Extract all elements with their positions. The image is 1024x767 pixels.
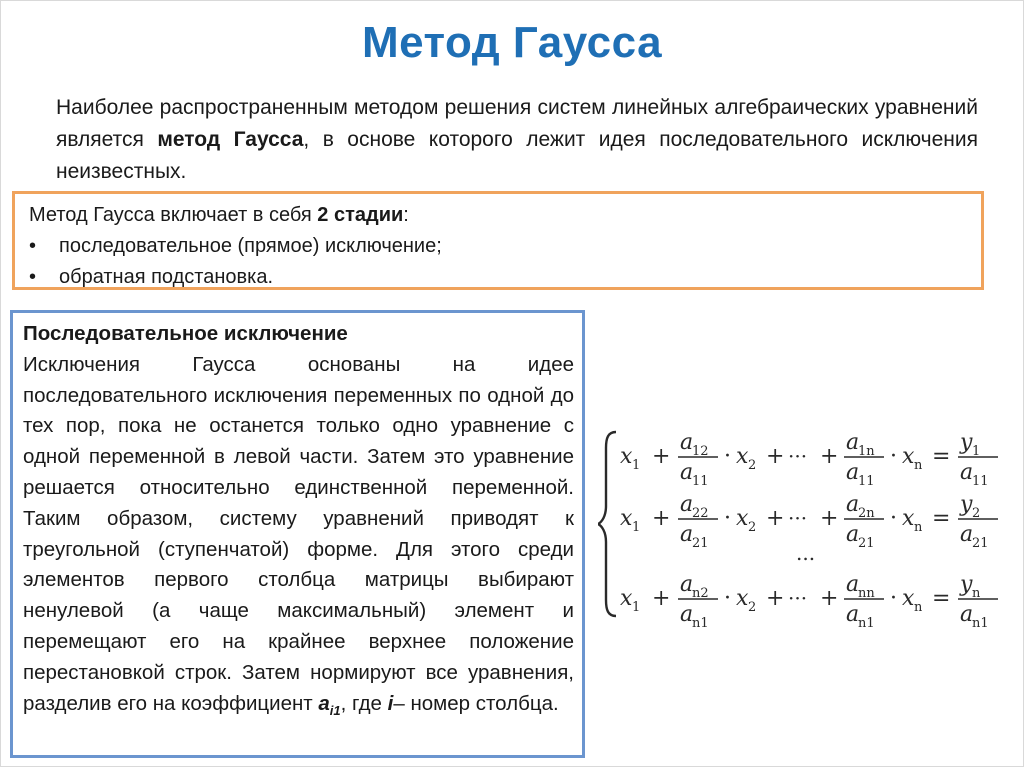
rhs-fraction-numerator: y	[960, 492, 973, 517]
x1-term: x	[620, 586, 633, 611]
coef-fraction-n-numerator: a	[846, 492, 860, 517]
stages-lead-text: Метод Гаусса включает в себя	[29, 204, 318, 226]
x2-term-subscript: 2	[748, 458, 757, 473]
intro-paragraph	[56, 92, 978, 188]
rhs-fraction-numerator: y	[960, 430, 973, 455]
intro-bold-term: метод Гаусса	[157, 128, 304, 151]
equals-sign: =	[932, 506, 951, 531]
list-item	[29, 262, 981, 293]
rhs-fraction-numerator-subscript: n	[972, 586, 981, 601]
body-text: Исключения Гаусса основаны на идее последовательного исключения переменных по одной до тех пор, пока не останется только одно уравнение с одной переменной в левой части. Затем это уравнение решается относительно единственной переменной. Таким образом, систему уравнений приводят к треугольной (ступенчатой) форме. Для этого среди элементов первого столбца матрицы выбирают ненулевой (а чаще максимальный) элемент и перемещают его на крайнее верхнее положение перестановкой строк. Затем нормируют все уравнения, разделив его на коэффициент	[23, 352, 574, 715]
coef-fraction-1-denominator: a	[680, 602, 694, 627]
coef-fraction-1-numerator: a	[680, 492, 694, 517]
coef-fraction-n-numerator-subscript: nn	[858, 586, 875, 601]
rhs-fraction-denominator: a	[960, 602, 974, 627]
xn-term: x	[902, 586, 915, 611]
section-body	[23, 350, 574, 720]
ellipsis: ···	[788, 444, 808, 468]
dot-operator: ·	[724, 444, 731, 469]
x1-term-subscript: 1	[632, 520, 641, 535]
rhs-fraction-numerator-subscript: 1	[972, 444, 981, 459]
rhs-fraction-numerator: y	[960, 572, 973, 597]
rhs-fraction-denominator: a	[960, 460, 974, 485]
xn-term-subscript: n	[914, 458, 923, 473]
ellipsis: ···	[788, 586, 808, 610]
coef-fraction-n-denominator: a	[846, 522, 860, 547]
plus-sign: +	[766, 444, 785, 469]
stages-count: 2 стадии	[317, 204, 404, 226]
plus-sign: +	[766, 506, 785, 531]
rhs-fraction-denominator-subscript: 11	[972, 474, 989, 489]
coef-fraction-n-denominator: a	[846, 602, 860, 627]
body-text-end: – номер столбца.	[393, 691, 559, 715]
bullet-icon: •	[29, 266, 37, 288]
intro-text-1: Наиболее распространенным методом решения систем линейных алгебраических уравнений является	[56, 96, 978, 151]
x1-term: x	[620, 506, 633, 531]
coef-fraction-n-denominator-subscript: n1	[858, 616, 875, 628]
rhs-fraction-numerator-subscript: 2	[972, 506, 981, 521]
coef-fraction-n-denominator: a	[846, 460, 860, 485]
index-symbol: i	[387, 691, 394, 715]
equals-sign: =	[932, 444, 951, 469]
row-ellipsis: ...	[796, 541, 816, 565]
stage-label: последовательное (прямое) исключение;	[59, 235, 442, 257]
intro-text-2: , в основе которого лежит идея последовательного исключения неизвестных.	[56, 128, 978, 183]
left-brace-icon	[598, 432, 616, 616]
coef-fraction-1-denominator: a	[680, 460, 694, 485]
rhs-fraction-denominator-subscript: n1	[972, 616, 989, 628]
coefficient-letter: a	[318, 691, 330, 715]
stages-list	[29, 231, 981, 293]
coef-fraction-n-numerator: a	[846, 572, 860, 597]
list-item	[29, 231, 981, 262]
coef-fraction-1-denominator-subscript: 11	[692, 474, 709, 489]
bullet-icon: •	[29, 235, 37, 257]
x2-term-subscript: 2	[748, 600, 757, 615]
sequential-elimination-box	[10, 310, 585, 758]
coef-fraction-1-numerator-subscript: 12	[692, 444, 709, 459]
coef-fraction-1-denominator-subscript: 21	[692, 536, 709, 551]
plus-sign: +	[652, 506, 671, 531]
plus-sign: +	[820, 444, 839, 469]
x2-term: x	[736, 506, 749, 531]
dot-operator: ·	[890, 586, 897, 611]
xn-term: x	[902, 506, 915, 531]
coefficient-subscript: i1	[329, 702, 341, 718]
coef-fraction-n-denominator-subscript: 11	[858, 474, 875, 489]
rhs-fraction-denominator-subscript: 21	[972, 536, 989, 551]
x1-term-subscript: 1	[632, 458, 641, 473]
stages-box	[12, 191, 984, 290]
xn-term: x	[902, 444, 915, 469]
plus-sign: +	[820, 506, 839, 531]
stages-lead	[29, 200, 981, 231]
coef-fraction-n-denominator-subscript: 21	[858, 536, 875, 551]
equation-system-svg	[598, 418, 1018, 628]
stage-label: обратная подстановка.	[59, 266, 274, 288]
plus-sign: +	[766, 586, 785, 611]
coef-fraction-1-numerator-subscript: n2	[692, 586, 709, 601]
plus-sign: +	[820, 586, 839, 611]
coef-fraction-1-numerator: a	[680, 430, 694, 455]
equals-sign: =	[932, 586, 951, 611]
dot-operator: ·	[724, 586, 731, 611]
dot-operator: ·	[890, 506, 897, 531]
plus-sign: +	[652, 586, 671, 611]
rhs-fraction-denominator: a	[960, 522, 974, 547]
plus-sign: +	[652, 444, 671, 469]
x1-term: x	[620, 444, 633, 469]
xn-term-subscript: n	[914, 520, 923, 535]
x1-term-subscript: 1	[632, 600, 641, 615]
coef-fraction-1-numerator-subscript: 22	[692, 506, 709, 521]
coef-fraction-1-denominator-subscript: n1	[692, 616, 709, 628]
coef-fraction-n-numerator-subscript: 2n	[858, 506, 875, 521]
coef-fraction-1-denominator: a	[680, 522, 694, 547]
equation-system	[598, 418, 1018, 628]
ellipsis: ···	[788, 506, 808, 530]
coef-fraction-1-numerator: a	[680, 572, 694, 597]
page-title: Метод Гаусса	[361, 18, 663, 67]
stages-lead-colon: :	[403, 204, 409, 226]
coef-fraction-n-numerator: a	[846, 430, 860, 455]
dot-operator: ·	[724, 506, 731, 531]
x2-term-subscript: 2	[748, 520, 757, 535]
coefficient-symbol	[318, 691, 341, 718]
x2-term: x	[736, 444, 749, 469]
section-heading: Последовательное исключение	[23, 322, 348, 345]
coef-fraction-n-numerator-subscript: 1n	[858, 444, 875, 459]
body-text-mid: , где	[340, 691, 388, 715]
xn-term-subscript: n	[914, 600, 923, 615]
x2-term: x	[736, 586, 749, 611]
dot-operator: ·	[890, 444, 897, 469]
